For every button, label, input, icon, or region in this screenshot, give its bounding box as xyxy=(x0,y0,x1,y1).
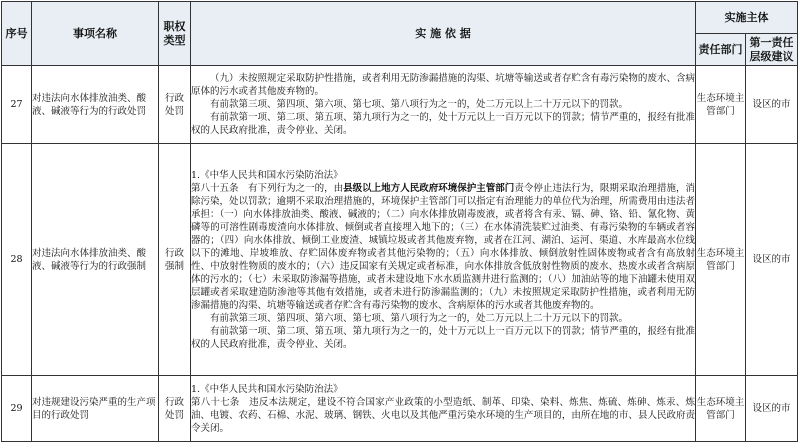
header-subject: 实施主体 xyxy=(696,2,798,34)
law-title: 1.《中华人民共和国水污染防治法》 xyxy=(191,169,343,181)
row-type-line2: 处罚 xyxy=(164,105,184,117)
row-type-line2: 强制 xyxy=(164,260,184,272)
basis-paragraph xyxy=(191,182,695,312)
row-type xyxy=(159,144,191,376)
header-level xyxy=(746,34,798,66)
row-level: 设区的市 xyxy=(746,376,798,442)
permissions-table xyxy=(1,1,798,442)
row-basis xyxy=(191,66,696,144)
row-type xyxy=(159,66,191,144)
row-no: 28 xyxy=(2,144,32,376)
basis-paragraph: 有前款第三项、第四项、第六项、第七项、第八项行为之一的，处二万元以上二十万元以下的罚款。 xyxy=(210,99,629,110)
basis-intro: 第八十五条 有下列行为之一的，由 xyxy=(191,182,344,194)
row-type xyxy=(159,376,191,442)
row-no: 27 xyxy=(2,66,32,144)
responsible-authority: 县级以上地方人民政府环境保护主管部门 xyxy=(343,182,515,194)
row-dept: 生态环境主管部门 xyxy=(696,66,746,144)
row-basis xyxy=(191,376,696,442)
basis-paragraph: 有前款第一项、第二项、第五项、第九项行为之一的，处十万元以上一百万元以下的罚款；情节严重的，报经有批准权的人民政府批准，责令停业、关闭。 xyxy=(191,112,695,136)
header-level-line2: 层级建议 xyxy=(749,49,794,63)
row-name: 对违法向水体排放油类、酸液、碱液等行为的行政强制 xyxy=(32,144,159,376)
basis-paragraph: （九）未按照规定采取防护性措施，或者利用无防渗漏措施的沟渠、坑塘等输送或者存贮含有毒污染物的废水、含病原体的污水或者其他废弃物的。 xyxy=(191,73,695,97)
row-level: 设区的市 xyxy=(746,66,798,144)
row-dept: 生态环境主管部门 xyxy=(696,144,746,376)
basis-paragraph: 有前款第一项、第二项、第五项、第九项行为之一的，处十万元以上一百万元以下的罚款；情节严重的，报经有批准权的人民政府批准，责令停业、关闭。 xyxy=(191,325,695,350)
table-row xyxy=(2,144,798,376)
law-title: 1.《中华人民共和国水污染防治法》 xyxy=(191,383,343,395)
header-name: 事项名称 xyxy=(32,2,159,66)
row-basis xyxy=(191,144,696,376)
header-no: 序号 xyxy=(2,2,32,66)
header-dept: 责任部门 xyxy=(696,34,746,66)
row-type-line1: 行政 xyxy=(164,92,184,104)
header-basis: 实 施 依 据 xyxy=(191,2,696,66)
row-type-line1: 行政 xyxy=(164,396,184,408)
row-level: 设区的市 xyxy=(746,144,798,376)
header-type-line1: 职权 xyxy=(163,19,186,33)
row-type-line2: 处罚 xyxy=(164,409,184,421)
table-row xyxy=(2,66,798,144)
basis-rest: 责令停止违法行为，限期采取治理措施，消除污染，处以罚款；逾期不采取治理措施的，环境保护主管部门可以指定有治理能力的单位代为治理，所需费用由违法者承担：（一）向水体排放油类、酸液、碱液的；（二）向水体排放剧毒废液，或者将含有汞、镉、砷、铬、铅、氰化物、黄磷等的可溶性剧毒废渣向水体排放、倾倒或者直接埋入地下的；（三）在水体清洗装贮过油类、有毒污染物的车辆或者容器的；（四）向水体排放、倾倒工业废渣、城镇垃圾或者其他废弃物，或者在江河、湖泊、运河、渠道、水库最高水位线以下的滩地、岸坡堆放、存贮固体废弃物或者其他污染物的；（五）向水体排放、倾倒放射性固体废物或者含有高放射性、中放射性物质的废水的；（六）违反国家有关规定或者标准，向水体排放含低放射性物质的废水、热废水或者含病原体的污水的；（七）未采取防渗漏等措施，或者未建设地下水水质监测井进行监测的；（八）加油站等的地下油罐未使用双层罐或者采取建造防渗池等其他有效措施，或者未进行防渗漏监测的；（九）未按照规定采取防护性措施，或者利用无防渗漏措施的沟渠、坑塘等输送或者存贮含有毒污染物的废水、含病原体的污水或者其他废弃物的。 xyxy=(191,182,695,311)
basis-paragraph: 有前款第三项、第四项、第六项、第七项、第八项行为之一的，处二万元以上二十万元以下的罚款。 xyxy=(210,312,629,324)
table-row xyxy=(2,376,798,442)
row-name: 对违法向水体排放油类、酸液、碱液等行为的行政处罚 xyxy=(32,66,159,144)
header-type-line2: 类型 xyxy=(163,33,186,47)
row-type-line1: 行政 xyxy=(164,247,184,259)
header-type xyxy=(159,2,191,66)
row-no: 29 xyxy=(2,376,32,442)
row-dept: 生态环境主管部门 xyxy=(696,376,746,442)
row-name: 对违规建设污染严重的生产项目的行政处罚 xyxy=(32,376,159,442)
basis-paragraph: 第八十七条 违反本法规定，建设不符合国家产业政策的小型造纸、制革、印染、染料、炼焦、炼硫、炼砷、炼汞、炼油、电镀、农药、石棉、水泥、玻璃、钢铁、火电以及其他严重污染水环境的生产项目的，由所在地的市、县人民政府责令关闭。 xyxy=(191,396,695,434)
header-level-line1: 第一责任 xyxy=(749,35,794,49)
